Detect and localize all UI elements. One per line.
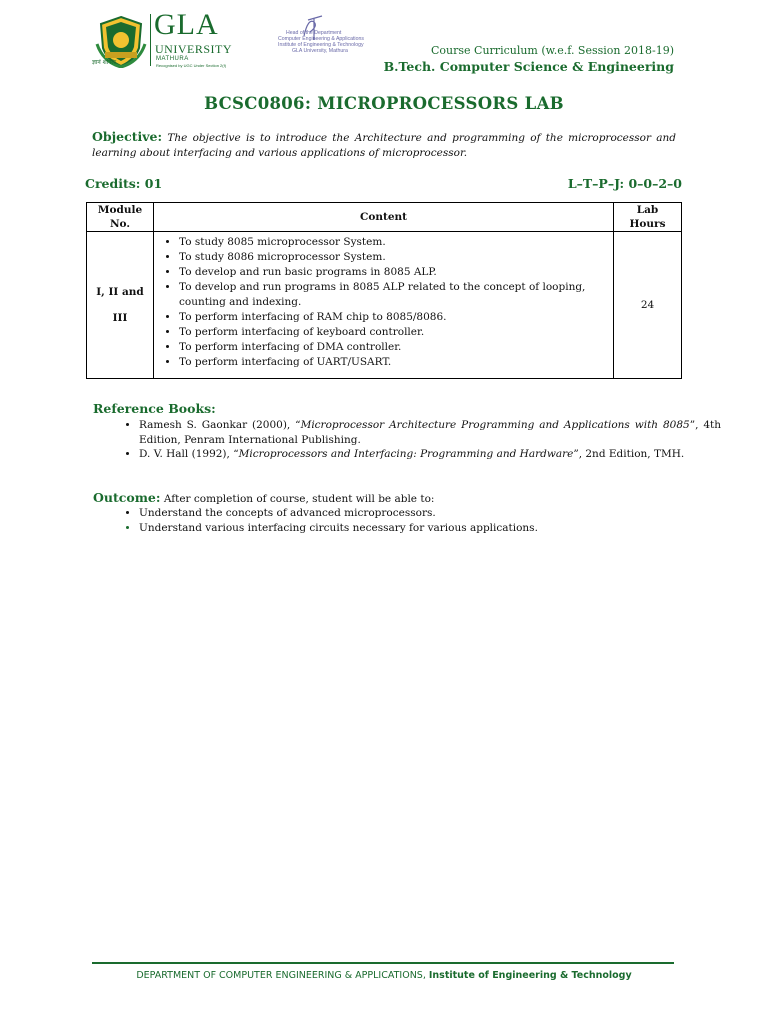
logo-divider <box>150 14 151 66</box>
header-module <box>87 203 154 232</box>
outcome-list <box>93 506 721 536</box>
stamp-line-2: Computer Engineering & Applications <box>278 36 364 42</box>
list-item: • To study 8086 microprocessor System. <box>179 250 613 265</box>
content-cell <box>154 232 614 379</box>
logo-university: UNIVERSITY <box>155 42 232 56</box>
ref-title: Microprocessor Architecture Programming and Applications with 8085 <box>300 419 690 431</box>
footer-institute: Institute of Engineering & Technology <box>428 970 632 981</box>
objective-label: Objective: <box>92 129 163 144</box>
objective-text: The objective is to introduce the Architecture and programming of the microprocessor and learning about interfacing and various applications of microprocessor. <box>92 132 676 159</box>
outcome-intro: After completion of course, student will be able to: <box>160 493 435 505</box>
module-line1: I, II and <box>96 286 144 298</box>
list-item: • To perform interfacing of keyboard controller. <box>179 325 613 340</box>
list-item: • To perform interfacing of UART/USART. <box>179 355 613 370</box>
logo-name: GLA <box>154 8 219 41</box>
header-module-line1: Module <box>97 204 143 216</box>
module-line2: III <box>112 312 128 324</box>
list-item: • To study 8085 microprocessor System. <box>179 235 613 250</box>
table-header-row <box>87 203 682 232</box>
table-row <box>87 232 682 379</box>
header-module-line2: No. <box>109 218 131 230</box>
header-hours-line1: Lab <box>636 204 659 216</box>
hod-stamp <box>250 14 365 66</box>
course-title: BCSC0806: MICROPROCESSORS LAB <box>204 94 564 113</box>
ref-prefix: Ramesh S. Gaonkar (2000), “ <box>139 419 301 431</box>
reference-heading: Reference Books: <box>93 401 216 416</box>
reference-list <box>93 418 721 462</box>
curriculum-session: Course Curriculum (w.e.f. Session 2018-19) <box>431 44 674 57</box>
ref-prefix: D. V. Hall (1992), “ <box>139 448 239 460</box>
footer-divider <box>92 962 674 964</box>
stamp-line-1: Head of the Department <box>286 30 342 36</box>
stamp-line-4: GLA University, Mathura <box>292 48 348 54</box>
list-item: • To perform interfacing of RAM chip to 8085/8086. <box>179 310 613 325</box>
course-content-table <box>86 202 682 379</box>
list-item: • Understand the concepts of advanced microprocessors. <box>139 506 721 521</box>
list-item: • To develop and run basic programs in 8085 ALP. <box>179 265 613 280</box>
logo-city: MATHURA <box>156 56 189 62</box>
header-content: Content <box>154 203 614 232</box>
credits: Credits: 01 <box>85 176 163 191</box>
module-cell <box>87 232 154 379</box>
list-item: • To perform interfacing of DMA controller. <box>179 340 613 355</box>
list-item <box>139 447 721 462</box>
logo-motto: ज्ञानं शक्तिः <box>92 59 117 66</box>
ref-suffix: ”, 2nd Edition, TMH. <box>573 448 685 460</box>
list-item: • Understand various interfacing circuits necessary for various applications. <box>139 521 721 536</box>
content-list <box>154 235 613 370</box>
footer-department: DEPARTMENT OF COMPUTER ENGINEERING & APPLICATIONS, <box>136 970 429 981</box>
outcome-label: Outcome: <box>93 490 161 505</box>
header-hours-line2: Hours <box>629 218 666 230</box>
objective-paragraph <box>92 129 676 161</box>
hours-cell: 24 <box>614 232 682 379</box>
ltpj: L–T–P–J: 0–0–2–0 <box>567 176 682 191</box>
header-hours <box>614 203 682 232</box>
logo-subtitle: Recognised by UGC Under Section 2(f) <box>156 63 227 68</box>
list-item: • To develop and run programs in 8085 ALP related to the concept of looping, counting and indexing. <box>179 280 613 310</box>
footer <box>0 970 768 981</box>
ref-suffix: ”, 4th Edition, Penram International Publishing. <box>139 419 721 446</box>
program-name: B.Tech. Computer Science & Engineering <box>383 59 674 74</box>
stamp-line-3: Institute of Engineering & Technology <box>278 42 364 48</box>
outcome-paragraph <box>93 490 434 505</box>
ref-title: Microprocessors and Interfacing: Programming and Hardware <box>238 448 574 460</box>
list-item <box>139 418 721 447</box>
